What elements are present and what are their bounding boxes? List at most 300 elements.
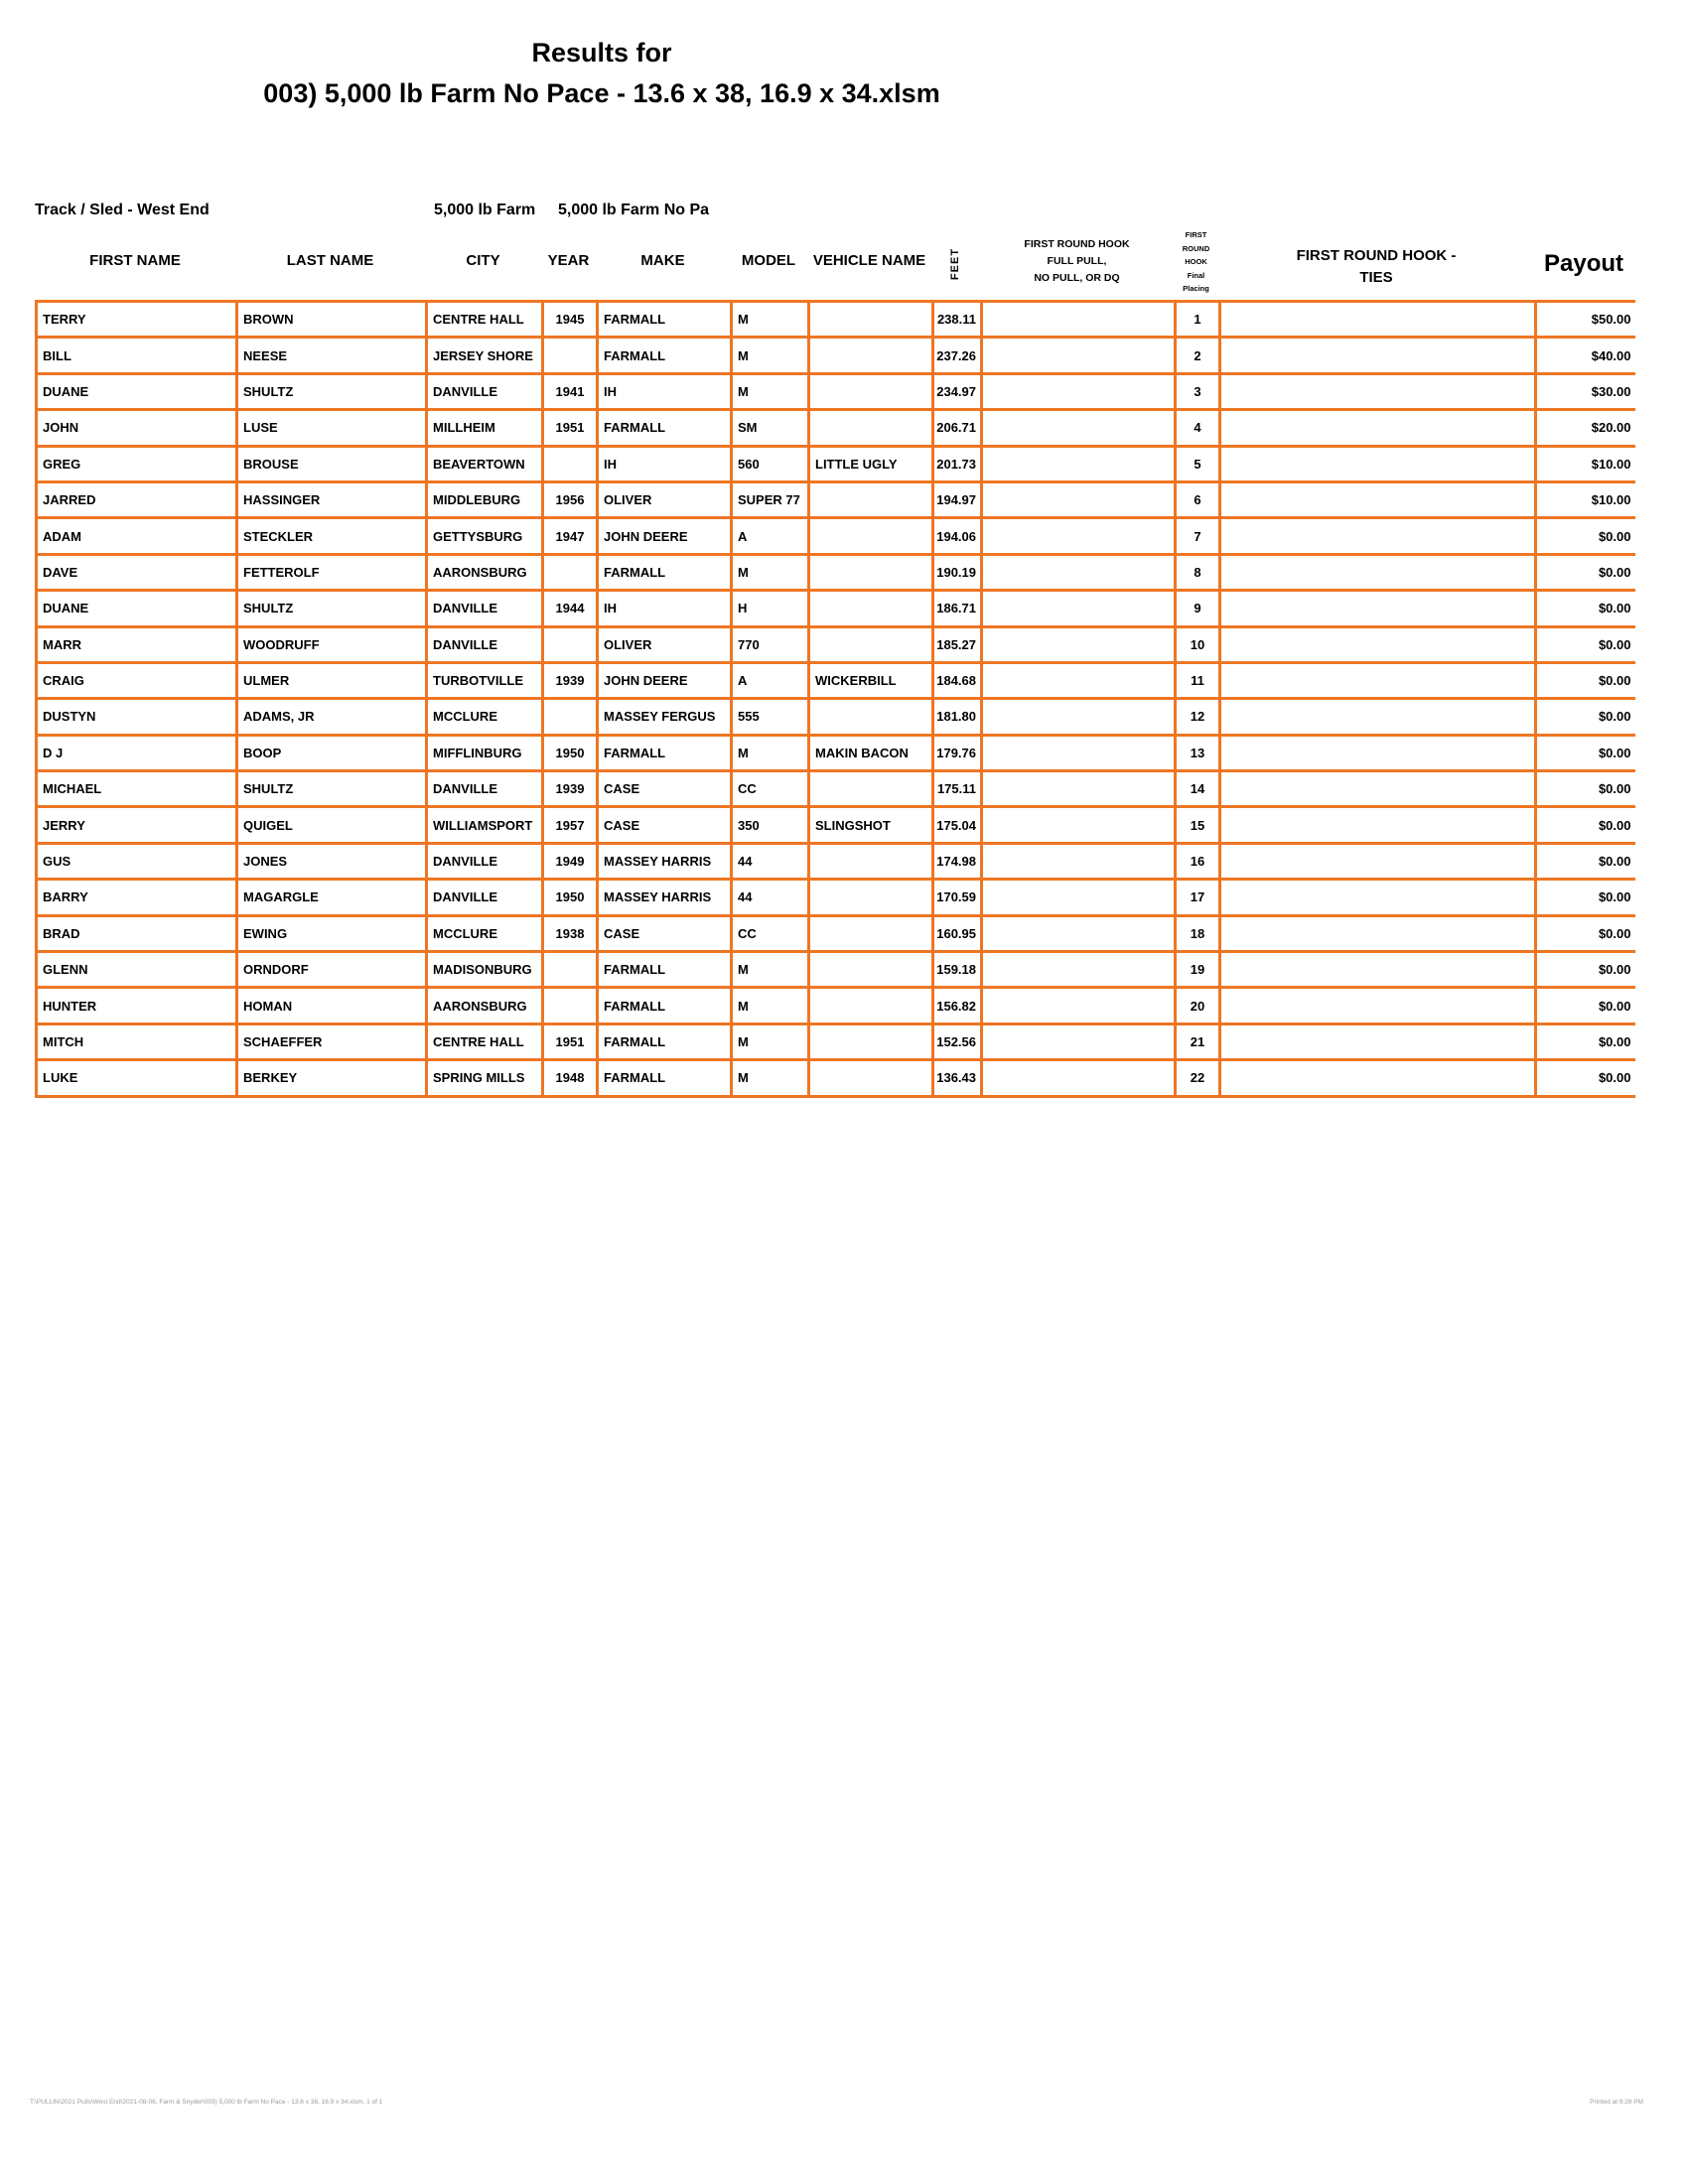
table-cell: MCCLURE xyxy=(427,915,543,951)
table-cell: $0.00 xyxy=(1536,1024,1635,1059)
table-cell: FARMALL xyxy=(598,988,732,1024)
table-cell xyxy=(1220,554,1536,590)
table-cell xyxy=(982,988,1176,1024)
table-cell: FETTEROLF xyxy=(237,554,427,590)
table-cell xyxy=(809,915,933,951)
table-cell: 1945 xyxy=(543,302,598,338)
table-cell xyxy=(1220,915,1536,951)
table-cell: 1949 xyxy=(543,843,598,879)
table-cell: 9 xyxy=(1176,591,1220,626)
table-cell xyxy=(809,591,933,626)
table-cell: HOMAN xyxy=(237,988,427,1024)
table-cell xyxy=(809,988,933,1024)
table-cell: M xyxy=(732,338,809,373)
table-cell: MCCLURE xyxy=(427,699,543,735)
table-cell xyxy=(543,952,598,988)
placing-header-line: FIRST xyxy=(1185,230,1207,239)
table-cell: SCHAEFFER xyxy=(237,1024,427,1059)
table-cell: 17 xyxy=(1176,880,1220,915)
table-cell xyxy=(1220,662,1536,698)
table-cell: BILL xyxy=(37,338,237,373)
table-cell xyxy=(1220,1024,1536,1059)
table-cell: QUIGEL xyxy=(237,807,427,843)
table-cell: 1948 xyxy=(543,1060,598,1096)
table-row xyxy=(37,735,1635,770)
column-header-vehicle-name: VEHICLE NAME xyxy=(812,252,926,269)
table-cell: 190.19 xyxy=(933,554,982,590)
table-cell: 1951 xyxy=(543,1024,598,1059)
table-cell: $0.00 xyxy=(1536,554,1635,590)
table-cell: 201.73 xyxy=(933,446,982,481)
table-cell: LUSE xyxy=(237,410,427,446)
table-cell: $0.00 xyxy=(1536,952,1635,988)
table-cell: DANVILLE xyxy=(427,626,543,662)
table-cell: IH xyxy=(598,373,732,409)
table-cell: ADAM xyxy=(37,518,237,554)
table-cell: 1939 xyxy=(543,771,598,807)
table-cell: 152.56 xyxy=(933,1024,982,1059)
table-cell: LUKE xyxy=(37,1060,237,1096)
table-cell: 19 xyxy=(1176,952,1220,988)
table-cell: JERRY xyxy=(37,807,237,843)
results-table-body xyxy=(37,302,1635,1097)
table-cell: M xyxy=(732,302,809,338)
table-cell: CASE xyxy=(598,771,732,807)
table-cell: 7 xyxy=(1176,518,1220,554)
table-cell: 2 xyxy=(1176,338,1220,373)
table-cell: 175.04 xyxy=(933,807,982,843)
table-cell xyxy=(1220,481,1536,517)
footer-file-path: T:\PULLIN\2021 Pulls\West End\2021-08-06, Farm & Snyder\003) 5,000 lb Farm No Pace - 13.6 x 38, 16.9 x 34.xlsm, 1 of 1 xyxy=(30,2099,383,2106)
table-cell xyxy=(1220,626,1536,662)
full-pull-header-line: FULL PULL, xyxy=(1047,255,1107,267)
table-cell: AARONSBURG xyxy=(427,988,543,1024)
table-cell: MITCH xyxy=(37,1024,237,1059)
table-cell: MIFFLINBURG xyxy=(427,735,543,770)
table-cell xyxy=(809,1024,933,1059)
table-cell xyxy=(982,1024,1176,1059)
table-cell: $0.00 xyxy=(1536,988,1635,1024)
table-cell: JONES xyxy=(237,843,427,879)
table-cell: FARMALL xyxy=(598,1024,732,1059)
table-row xyxy=(37,1024,1635,1059)
table-cell: 555 xyxy=(732,699,809,735)
table-row xyxy=(37,662,1635,698)
column-header-model: MODEL xyxy=(741,252,796,269)
table-cell xyxy=(982,446,1176,481)
table-cell: M xyxy=(732,735,809,770)
table-cell: M xyxy=(732,988,809,1024)
table-cell: MASSEY HARRIS xyxy=(598,843,732,879)
table-cell: 15 xyxy=(1176,807,1220,843)
placing-header-line: Placing xyxy=(1183,284,1209,293)
table-row xyxy=(37,554,1635,590)
column-header-last-name: LAST NAME xyxy=(286,252,374,269)
table-cell: FARMALL xyxy=(598,735,732,770)
table-cell: DANVILLE xyxy=(427,880,543,915)
table-cell: 12 xyxy=(1176,699,1220,735)
table-cell xyxy=(1220,302,1536,338)
table-cell: JOHN DEERE xyxy=(598,518,732,554)
table-cell xyxy=(1220,518,1536,554)
table-cell xyxy=(809,373,933,409)
table-cell: $10.00 xyxy=(1536,481,1635,517)
table-cell: $50.00 xyxy=(1536,302,1635,338)
table-cell: MAKIN BACON xyxy=(809,735,933,770)
table-cell: OLIVER xyxy=(598,481,732,517)
table-cell: 175.11 xyxy=(933,771,982,807)
table-cell: JOHN xyxy=(37,410,237,446)
table-cell: $0.00 xyxy=(1536,735,1635,770)
column-header-make: MAKE xyxy=(640,252,685,269)
table-cell xyxy=(982,591,1176,626)
placing-header-line: ROUND xyxy=(1182,243,1210,253)
track-sled-label: Track / Sled - West End xyxy=(35,202,210,218)
table-cell: SM xyxy=(732,410,809,446)
table-cell: SHULTZ xyxy=(237,771,427,807)
table-cell: SLINGSHOT xyxy=(809,807,933,843)
table-cell: FARMALL xyxy=(598,952,732,988)
table-cell xyxy=(982,843,1176,879)
table-cell xyxy=(543,988,598,1024)
table-row xyxy=(37,518,1635,554)
table-cell: JERSEY SHORE xyxy=(427,338,543,373)
full-pull-header-line: FIRST ROUND HOOK xyxy=(1024,238,1130,250)
table-cell: 181.80 xyxy=(933,699,982,735)
table-row xyxy=(37,626,1635,662)
page-title xyxy=(0,38,1203,109)
column-header-city: CITY xyxy=(466,252,500,269)
ties-header-line: TIES xyxy=(1359,269,1393,286)
table-cell xyxy=(543,338,598,373)
table-cell: IH xyxy=(598,591,732,626)
table-row xyxy=(37,302,1635,338)
table-cell: MIDDLEBURG xyxy=(427,481,543,517)
table-cell: DANVILLE xyxy=(427,591,543,626)
table-cell: 22 xyxy=(1176,1060,1220,1096)
table-cell: 136.43 xyxy=(933,1060,982,1096)
table-cell: CC xyxy=(732,771,809,807)
table-cell: BARRY xyxy=(37,880,237,915)
table-cell: MASSEY HARRIS xyxy=(598,880,732,915)
table-cell: A xyxy=(732,518,809,554)
table-cell: 1956 xyxy=(543,481,598,517)
table-cell: $0.00 xyxy=(1536,915,1635,951)
column-header-feet xyxy=(931,230,980,298)
table-row xyxy=(37,1060,1635,1096)
table-cell: DUSTYN xyxy=(37,699,237,735)
table-cell: AARONSBURG xyxy=(427,554,543,590)
table-cell: 14 xyxy=(1176,771,1220,807)
results-table-wrap xyxy=(35,300,1633,1098)
table-cell: GREG xyxy=(37,446,237,481)
table-cell: $10.00 xyxy=(1536,446,1635,481)
table-cell xyxy=(982,915,1176,951)
table-cell xyxy=(809,338,933,373)
table-cell: CC xyxy=(732,915,809,951)
table-cell: $40.00 xyxy=(1536,338,1635,373)
table-cell: 185.27 xyxy=(933,626,982,662)
table-cell: 1 xyxy=(1176,302,1220,338)
table-cell xyxy=(1220,843,1536,879)
table-cell: 11 xyxy=(1176,662,1220,698)
table-cell: M xyxy=(732,1060,809,1096)
table-cell xyxy=(1220,880,1536,915)
table-cell: MARR xyxy=(37,626,237,662)
table-row xyxy=(37,446,1635,481)
table-cell xyxy=(543,699,598,735)
placing-header-line: HOOK xyxy=(1185,257,1207,266)
table-cell xyxy=(809,1060,933,1096)
table-cell xyxy=(982,554,1176,590)
ties-header-line: FIRST ROUND HOOK - xyxy=(1296,247,1457,264)
table-cell xyxy=(1220,735,1536,770)
table-cell: BRAD xyxy=(37,915,237,951)
table-cell: $0.00 xyxy=(1536,843,1635,879)
table-row xyxy=(37,410,1635,446)
table-cell xyxy=(982,735,1176,770)
table-cell: ADAMS, JR xyxy=(237,699,427,735)
table-cell: LITTLE UGLY xyxy=(809,446,933,481)
table-cell: 156.82 xyxy=(933,988,982,1024)
table-cell xyxy=(982,481,1176,517)
table-cell xyxy=(982,771,1176,807)
table-cell: 560 xyxy=(732,446,809,481)
table-row xyxy=(37,338,1635,373)
table-cell xyxy=(543,554,598,590)
column-header-payout: Payout xyxy=(1543,250,1623,277)
table-cell: FARMALL xyxy=(598,302,732,338)
table-cell xyxy=(982,626,1176,662)
table-cell: BERKEY xyxy=(237,1060,427,1096)
table-cell: 1939 xyxy=(543,662,598,698)
table-row xyxy=(37,699,1635,735)
table-cell: 186.71 xyxy=(933,591,982,626)
table-cell: DANVILLE xyxy=(427,771,543,807)
table-cell: 159.18 xyxy=(933,952,982,988)
table-cell: IH xyxy=(598,446,732,481)
table-cell: CRAIG xyxy=(37,662,237,698)
table-cell: SHULTZ xyxy=(237,591,427,626)
table-cell: HUNTER xyxy=(37,988,237,1024)
table-cell xyxy=(1220,699,1536,735)
table-cell: DUANE xyxy=(37,373,237,409)
table-cell xyxy=(1220,338,1536,373)
table-cell xyxy=(1220,373,1536,409)
table-cell xyxy=(1220,807,1536,843)
table-cell: JOHN DEERE xyxy=(598,662,732,698)
table-cell xyxy=(1220,988,1536,1024)
title-line-1: Results for xyxy=(531,38,672,68)
table-cell: SHULTZ xyxy=(237,373,427,409)
table-cell xyxy=(543,446,598,481)
table-row xyxy=(37,988,1635,1024)
table-cell: 1938 xyxy=(543,915,598,951)
table-cell: 3 xyxy=(1176,373,1220,409)
table-cell xyxy=(982,302,1176,338)
footer-printed-note: Printed at 9:28 PM xyxy=(1590,2099,1643,2106)
table-cell: $0.00 xyxy=(1536,699,1635,735)
table-cell: 1951 xyxy=(543,410,598,446)
table-cell xyxy=(809,952,933,988)
table-cell: 4 xyxy=(1176,410,1220,446)
table-cell: $30.00 xyxy=(1536,373,1635,409)
table-cell: 174.98 xyxy=(933,843,982,879)
table-cell: $0.00 xyxy=(1536,626,1635,662)
table-cell: FARMALL xyxy=(598,554,732,590)
table-cell: GLENN xyxy=(37,952,237,988)
table-cell: H xyxy=(732,591,809,626)
table-cell xyxy=(543,626,598,662)
table-cell: 1941 xyxy=(543,373,598,409)
table-cell xyxy=(1220,410,1536,446)
table-row xyxy=(37,771,1635,807)
table-cell: 5 xyxy=(1176,446,1220,481)
table-cell: DANVILLE xyxy=(427,373,543,409)
table-row xyxy=(37,915,1635,951)
table-cell xyxy=(809,880,933,915)
table-cell: M xyxy=(732,1024,809,1059)
table-cell: 16 xyxy=(1176,843,1220,879)
table-cell xyxy=(809,626,933,662)
table-cell: NEESE xyxy=(237,338,427,373)
table-cell: HASSINGER xyxy=(237,481,427,517)
class-label-short: 5,000 lb Farm xyxy=(434,202,536,218)
table-cell: MICHAEL xyxy=(37,771,237,807)
table-cell xyxy=(982,373,1176,409)
table-cell: $0.00 xyxy=(1536,807,1635,843)
table-row xyxy=(37,373,1635,409)
table-cell: MILLHEIM xyxy=(427,410,543,446)
table-cell: $0.00 xyxy=(1536,771,1635,807)
table-cell: BROUSE xyxy=(237,446,427,481)
table-cell: GUS xyxy=(37,843,237,879)
table-cell: $0.00 xyxy=(1536,662,1635,698)
table-cell: JARRED xyxy=(37,481,237,517)
table-row xyxy=(37,807,1635,843)
table-cell: 44 xyxy=(732,880,809,915)
table-cell: 13 xyxy=(1176,735,1220,770)
column-header-year: YEAR xyxy=(547,252,590,269)
table-cell: WICKERBILL xyxy=(809,662,933,698)
table-cell: 194.06 xyxy=(933,518,982,554)
table-cell: EWING xyxy=(237,915,427,951)
table-cell xyxy=(982,518,1176,554)
table-cell: CENTRE HALL xyxy=(427,1024,543,1059)
table-cell: 234.97 xyxy=(933,373,982,409)
table-cell: 20 xyxy=(1176,988,1220,1024)
table-cell: 8 xyxy=(1176,554,1220,590)
table-cell: 350 xyxy=(732,807,809,843)
table-cell: 1947 xyxy=(543,518,598,554)
table-cell: 160.95 xyxy=(933,915,982,951)
table-cell: CENTRE HALL xyxy=(427,302,543,338)
table-cell: D J xyxy=(37,735,237,770)
table-cell: 44 xyxy=(732,843,809,879)
table-cell: 1950 xyxy=(543,735,598,770)
table-cell: FARMALL xyxy=(598,338,732,373)
table-cell: BEAVERTOWN xyxy=(427,446,543,481)
table-cell xyxy=(982,699,1176,735)
table-cell: 206.71 xyxy=(933,410,982,446)
table-cell: WOODRUFF xyxy=(237,626,427,662)
table-cell xyxy=(1220,591,1536,626)
table-cell: STECKLER xyxy=(237,518,427,554)
table-cell xyxy=(809,302,933,338)
table-cell: DAVE xyxy=(37,554,237,590)
table-cell xyxy=(982,807,1176,843)
table-cell: BROWN xyxy=(237,302,427,338)
table-cell xyxy=(809,699,933,735)
table-cell: TURBOTVILLE xyxy=(427,662,543,698)
table-cell: $20.00 xyxy=(1536,410,1635,446)
table-cell: CASE xyxy=(598,915,732,951)
table-cell: SUPER 77 xyxy=(732,481,809,517)
table-row xyxy=(37,481,1635,517)
table-cell: GETTYSBURG xyxy=(427,518,543,554)
table-cell xyxy=(1220,952,1536,988)
table-cell xyxy=(809,771,933,807)
table-cell: M xyxy=(732,554,809,590)
table-cell: 194.97 xyxy=(933,481,982,517)
table-cell: 770 xyxy=(732,626,809,662)
table-cell: FARMALL xyxy=(598,410,732,446)
table-row xyxy=(37,880,1635,915)
table-cell xyxy=(809,518,933,554)
table-row xyxy=(37,843,1635,879)
table-cell: 184.68 xyxy=(933,662,982,698)
table-cell: MAGARGLE xyxy=(237,880,427,915)
table-cell: CASE xyxy=(598,807,732,843)
table-cell xyxy=(982,662,1176,698)
table-cell: OLIVER xyxy=(598,626,732,662)
table-row xyxy=(37,591,1635,626)
table-cell xyxy=(809,843,933,879)
class-label-full: 5,000 lb Farm No Pa xyxy=(558,202,710,218)
table-cell: 1950 xyxy=(543,880,598,915)
results-table xyxy=(35,300,1635,1098)
table-cell: DANVILLE xyxy=(427,843,543,879)
table-cell xyxy=(1220,771,1536,807)
table-cell xyxy=(809,554,933,590)
table-cell xyxy=(809,410,933,446)
table-cell: 170.59 xyxy=(933,880,982,915)
table-cell xyxy=(982,410,1176,446)
full-pull-header-line: NO PULL, OR DQ xyxy=(1034,272,1120,284)
table-cell: WILLIAMSPORT xyxy=(427,807,543,843)
column-header-first-name: FIRST NAME xyxy=(89,252,181,269)
table-cell: $0.00 xyxy=(1536,880,1635,915)
table-cell: ULMER xyxy=(237,662,427,698)
table-cell xyxy=(1220,446,1536,481)
table-cell: SPRING MILLS xyxy=(427,1060,543,1096)
placing-header-line: Final xyxy=(1187,270,1205,280)
table-cell: M xyxy=(732,373,809,409)
table-cell xyxy=(982,952,1176,988)
table-cell: M xyxy=(732,952,809,988)
table-cell: 10 xyxy=(1176,626,1220,662)
table-cell: 6 xyxy=(1176,481,1220,517)
table-cell: 179.76 xyxy=(933,735,982,770)
table-cell xyxy=(1220,1060,1536,1096)
table-cell xyxy=(982,1060,1176,1096)
table-cell: 238.11 xyxy=(933,302,982,338)
table-cell: $0.00 xyxy=(1536,518,1635,554)
table-cell: FARMALL xyxy=(598,1060,732,1096)
column-header-first-round-hook xyxy=(980,236,1174,287)
column-header-final-placing xyxy=(1174,228,1218,296)
table-cell: DUANE xyxy=(37,591,237,626)
